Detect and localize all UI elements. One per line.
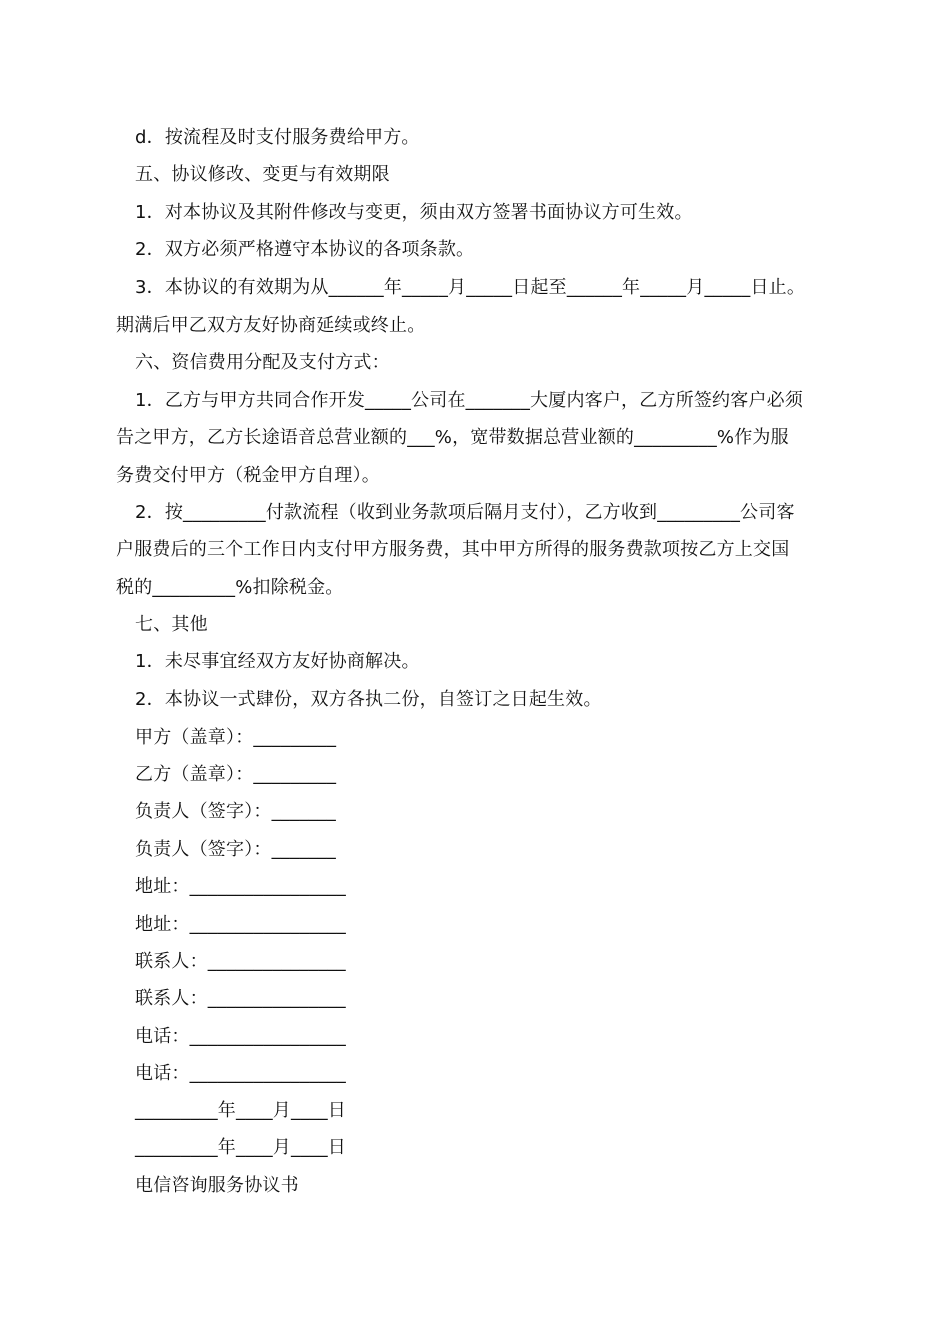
address-a-field: 地址：_________________ — [135, 876, 346, 897]
section-5-item-1: 1．对本协议及其附件修改与变更，须由双方签署书面协议方可生效。 — [135, 202, 693, 223]
phone-b-field: 电话：_________________ — [135, 1063, 346, 1084]
responsible-person-b-field: 负责人（签字）：_______ — [135, 839, 336, 860]
clause-d-payment: d．按流程及时支付服务费给甲方。 — [135, 127, 420, 148]
section-5-item-3-continued: 期满后甲乙双方友好协商延续或终止。 — [116, 315, 426, 336]
section-6-item-1-line-2: 告之甲方，乙方长途语音总营业额的___%，宽带数据总营业额的_________%作为服 — [116, 427, 789, 448]
section-7-heading: 七、其他 — [135, 614, 208, 635]
contact-b-field: 联系人：_______________ — [135, 988, 346, 1009]
section-6-item-2: 2．按_________付款流程（收到业务款项后隔月支付），乙方收到_________公司客 — [135, 502, 795, 523]
section-7-item-2: 2．本协议一式肆份，双方各执二份，自签订之日起生效。 — [135, 689, 602, 710]
section-5-heading: 五、协议修改、变更与有效期限 — [135, 164, 390, 185]
address-b-field: 地址：_________________ — [135, 914, 346, 935]
date-b-field: _________年____月____日 — [135, 1137, 346, 1158]
party-a-seal-field: 甲方（盖章）：_________ — [135, 727, 337, 748]
section-6-item-1-line-3: 务费交付甲方（税金甲方自理）。 — [116, 465, 380, 486]
section-6-item-2-line-3: 税的_________%扣除税金。 — [116, 577, 344, 598]
date-a-field: _________年____月____日 — [135, 1100, 346, 1121]
section-7-item-1: 1．未尽事宜经双方友好协商解决。 — [135, 651, 420, 672]
section-6-item-2-line-2: 户服费后的三个工作日内支付甲方服务费，其中甲方所得的服务费款项按乙方上交国 — [116, 539, 790, 560]
section-6-heading: 六、资信费用分配及支付方式： — [135, 352, 390, 373]
contact-a-field: 联系人：_______________ — [135, 951, 346, 972]
section-5-item-3: 3．本协议的有效期为从______年_____月_____日起至______年_____月_____日止。 — [135, 277, 806, 298]
next-document-title: 电信咨询服务协议书 — [135, 1175, 299, 1196]
phone-a-field: 电话：_________________ — [135, 1026, 346, 1047]
party-b-seal-field: 乙方（盖章）：_________ — [135, 764, 337, 785]
section-6-item-1: 1．乙方与甲方共同合作开发_____公司在_______大厦内客户，乙方所签约客户必须 — [135, 390, 804, 411]
responsible-person-a-field: 负责人（签字）：_______ — [135, 801, 336, 822]
section-5-item-2: 2．双方必须严格遵守本协议的各项条款。 — [135, 239, 475, 260]
